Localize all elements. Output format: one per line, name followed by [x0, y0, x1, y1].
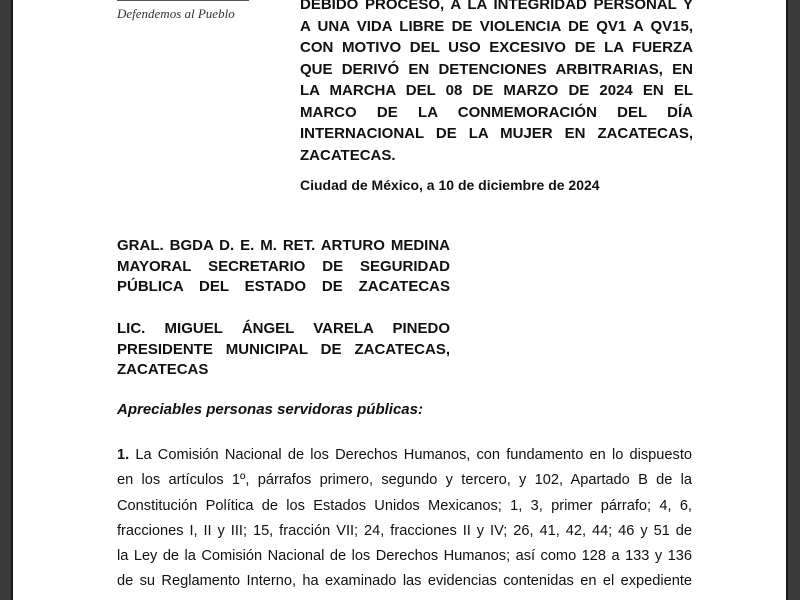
- paragraph-line: la Ley de la Comisión Nacional de los Derechos Humanos; así como 128 a 133 y 136: [117, 548, 692, 565]
- addressee-line: PRESIDENTE MUNICIPAL DE ZACATECAS,: [117, 340, 450, 358]
- place-date: Ciudad de México, a 10 de diciembre de 2024: [300, 177, 600, 193]
- subject-line: QUE DERIVÓ EN DETENCIONES ARBITRARIAS, EN: [300, 60, 693, 78]
- subject-line: LA MARCHA DEL 08 DE MARZO DE 2024 EN EL: [300, 82, 693, 99]
- paragraph-number: 1.: [117, 447, 130, 463]
- addressee-line: GRAL. BGDA D. E. M. RET. ARTURO MEDINA: [117, 237, 450, 254]
- paragraph-1: [117, 443, 692, 595]
- subject-line: MARCO DE LA CONMEMORACIÓN DEL DÍA: [300, 103, 693, 121]
- paragraph-line: [117, 443, 692, 468]
- subject-line: DEBIDO PROCESO, A LA INTEGRIDAD PERSONAL Y: [300, 0, 693, 13]
- recommendation-subject: [300, 0, 693, 166]
- subject-line: A UNA VIDA LIBRE DE VIOLENCIA DE QV1 A QV15,: [300, 17, 693, 35]
- greeting: Apreciables personas servidoras públicas:: [117, 401, 423, 418]
- logo-divider: [117, 0, 249, 1]
- addressee-line: ZACATECAS: [117, 361, 209, 378]
- document-page: [11, 0, 788, 600]
- addressee-block-1: [117, 236, 450, 298]
- paragraph-line: Constitución Política de los Estados Unidos Mexicanos; 1, 3, primer párrafo; 4, 6,: [117, 497, 692, 514]
- subject-line: ZACATECAS.: [300, 146, 396, 164]
- institution-motto: Defendemos al Pueblo: [117, 6, 235, 21]
- paragraph-line-text: La Comisión Nacional de los Derechos Humanos, con fundamento en lo dispuesto: [135, 447, 692, 463]
- addressee-line: LIC. MIGUEL ÁNGEL VARELA PINEDO: [117, 320, 450, 337]
- addressee-line: PÚBLICA DEL ESTADO DE ZACATECAS: [117, 278, 450, 295]
- paragraph-line: en los artículos 1º, párrafos primero, segundo y tercero, y 102, Apartado B de la: [117, 472, 692, 489]
- addressee-block-2: [117, 319, 450, 381]
- paragraph-line: de su Reglamento Interno, ha examinado las evidencias contenidas en el expediente: [117, 573, 692, 590]
- subject-line: CON MOTIVO DEL USO EXCESIVO DE LA FUERZA: [300, 39, 693, 56]
- subject-line: INTERNACIONAL DE LA MUJER EN ZACATECAS,: [300, 125, 693, 142]
- paragraph-line: fracciones I, II y III; 15, fracción VII; 24, fracciones II y IV; 26, 41, 42, 44; 46 y 51 de: [117, 522, 692, 539]
- addressee-line: MAYORAL SECRETARIO DE SEGURIDAD: [117, 257, 450, 275]
